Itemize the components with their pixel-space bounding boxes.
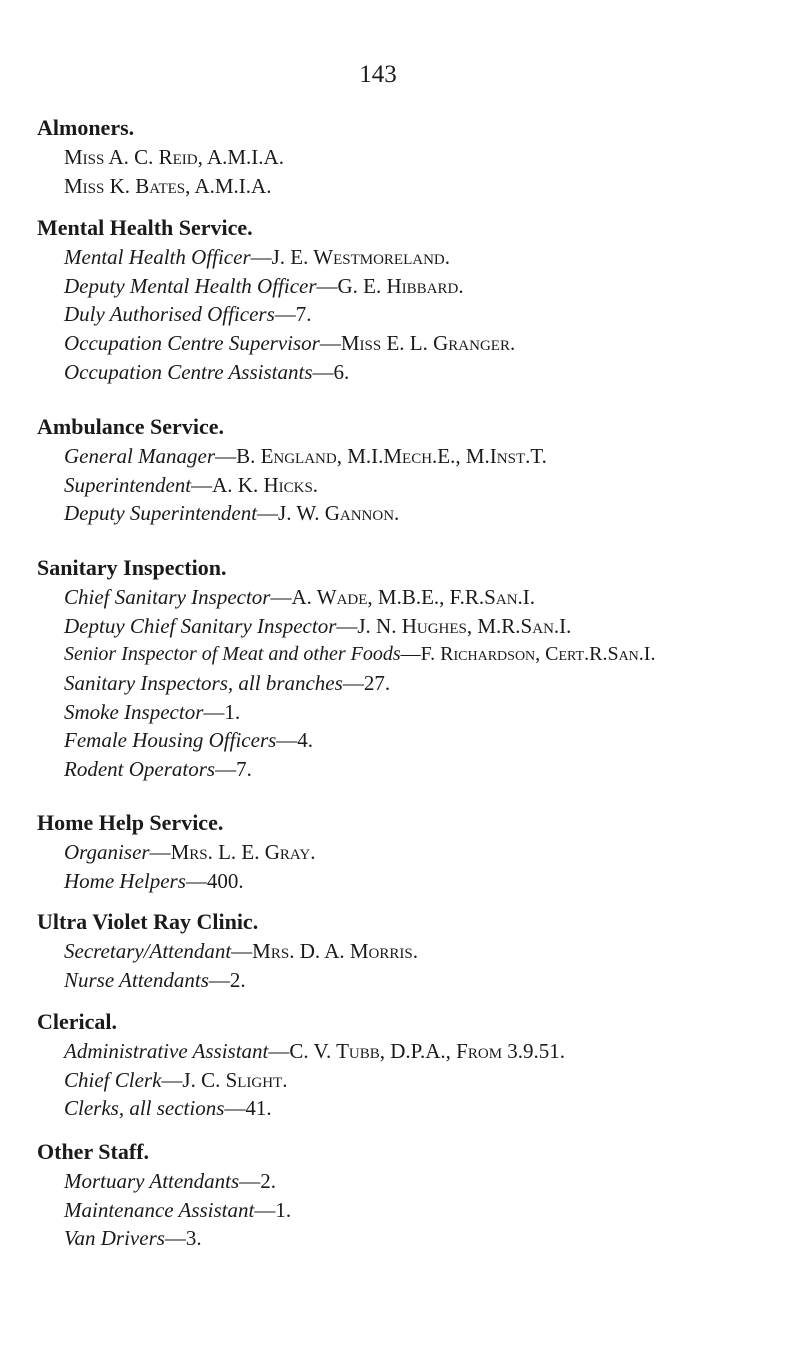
entry-chief-clerk: Chief Clerk—J. C. Slight. <box>64 1067 288 1092</box>
role-label: Occupation Centre Assistants <box>64 359 313 384</box>
entry-deputy-chief-sanitary-inspector: Deptuy Chief Sanitary Inspector—J. N. Hughes, M.R.San.I. <box>64 613 572 638</box>
entry-almoner-2: Miss K. Bates, A.M.I.A. <box>64 173 272 198</box>
section-other-staff <box>37 1137 791 1253</box>
section-almoners <box>37 113 791 200</box>
entry-duly-authorised-officers: Duly Authorised Officers—7. <box>64 302 312 327</box>
role-label: Chief Clerk <box>64 1067 162 1092</box>
section-sanitary-inspection <box>37 553 791 784</box>
role-label: Van Drivers <box>64 1226 165 1251</box>
entry-value: C. V. Tubb, D.P.A., From 3.9.51. <box>289 1039 566 1063</box>
role-label: Deptuy Chief Sanitary Inspector <box>64 613 337 638</box>
section-heading: Almoners. <box>37 115 135 140</box>
section-heading: Clerical. <box>37 1009 118 1034</box>
entry-value: A. Wade, M.B.E., F.R.San.I. <box>291 585 536 609</box>
role-label: Smoke Inspector <box>64 699 204 724</box>
role-label: Female Housing Officers <box>64 728 277 753</box>
entry-value: Miss E. L. Granger. <box>340 331 516 356</box>
entry-maintenance-assistant: Maintenance Assistant—1. <box>64 1197 292 1222</box>
entry-value: 7. <box>295 302 312 327</box>
entry-value: Mrs. L. E. Gray. <box>170 840 316 864</box>
entry-deputy-mental-health-officer: Deputy Mental Health Officer—G. E. Hibbard. <box>64 273 464 298</box>
entry-value: 27. <box>363 671 391 696</box>
section-home-help-service <box>37 808 791 895</box>
entry-value: B. England, M.I.Mech.E., M.Inst.T. <box>236 444 547 468</box>
entry-occupation-centre-assistants: Occupation Centre Assistants—6. <box>64 359 350 384</box>
entry-organiser: Organiser—Mrs. L. E. Gray. <box>64 840 316 864</box>
role-label: Sanitary Inspectors, all branches <box>64 671 343 696</box>
role-label: Chief Sanitary Inspector <box>64 585 271 609</box>
role-label: Mental Health Officer <box>64 245 251 269</box>
role-label: Clerks, all sections <box>64 1096 225 1121</box>
role-label: Secretary/Attendant <box>64 939 232 963</box>
entry-senior-inspector-meat-foods: Senior Inspector of Meat and other Foods—F. Richardson, Cert.R.San.I. <box>64 643 656 666</box>
role-label: Nurse Attendants <box>64 967 209 992</box>
role-label: Rodent Operators <box>64 757 216 782</box>
entry-value: 2. <box>229 967 246 992</box>
entry-sanitary-inspectors: Sanitary Inspectors, all branches—27. <box>64 671 391 696</box>
role-label: Administrative Assistant <box>64 1039 269 1063</box>
role-label: Deputy Mental Health Officer <box>64 273 317 298</box>
section-ultra-violet-ray-clinic <box>37 907 791 994</box>
entry-secretary-attendant: Secretary/Attendant—Mrs. D. A. Morris. <box>64 939 418 963</box>
entry-value: J. W. Gannon. <box>278 501 400 526</box>
entry-clerks: Clerks, all sections—41. <box>64 1096 272 1121</box>
role-label: General Manager <box>64 444 216 468</box>
entry-value: A. K. Hicks. <box>212 472 319 497</box>
entry-value: 2. <box>260 1169 276 1193</box>
page-number: 143 <box>359 61 397 88</box>
entry-superintendent: Superintendent—A. K. Hicks. <box>64 472 319 497</box>
entry-female-housing-officers: Female Housing Officers—4. <box>64 728 314 753</box>
entry-value: J. N. Hughes, M.R.San.I. <box>357 613 572 638</box>
section-heading: Ultra Violet Ray Clinic. <box>37 909 259 934</box>
entry-value: F. Richardson, Cert.R.San.I. <box>420 643 656 666</box>
entry-value: 1. <box>224 699 241 724</box>
entry-chief-sanitary-inspector: Chief Sanitary Inspector—A. Wade, M.B.E., F.R.San.I. <box>64 585 536 609</box>
role-label: Occupation Centre Supervisor <box>64 331 320 356</box>
entry-smoke-inspector: Smoke Inspector—1. <box>64 699 241 724</box>
entry-home-helpers: Home Helpers—400. <box>64 868 244 893</box>
role-label: Maintenance Assistant <box>64 1197 255 1222</box>
section-heading: Mental Health Service. <box>37 215 253 240</box>
entry-mortuary-attendants: Mortuary Attendants—2. <box>64 1169 276 1193</box>
entry-deputy-superintendent: Deputy Superintendent—J. W. Gannon. <box>64 501 400 526</box>
entry-administrative-assistant: Administrative Assistant—C. V. Tubb, D.P.A., From 3.9.51. <box>64 1039 566 1063</box>
entry-value: 400. <box>206 868 244 893</box>
role-label: Duly Authorised Officers <box>64 302 275 327</box>
section-mental-health-service <box>37 213 791 386</box>
section-heading: Other Staff. <box>37 1139 150 1164</box>
section-heading: Home Help Service. <box>37 810 224 835</box>
entry-value: Mrs. D. A. Morris. <box>252 939 418 963</box>
entry-nurse-attendants: Nurse Attendants—2. <box>64 967 246 992</box>
entry-almoner-1: Miss A. C. Reid, A.M.I.A. <box>64 145 284 169</box>
entry-value: J. E. Westmoreland. <box>271 245 450 269</box>
role-label: Senior Inspector of Meat and other Foods <box>64 643 401 666</box>
section-ambulance-service <box>37 412 791 528</box>
entry-general-manager: General Manager—B. England, M.I.Mech.E., M.Inst.T. <box>64 444 547 468</box>
entry-value: J. C. Slight. <box>182 1067 288 1092</box>
section-clerical <box>37 1007 791 1123</box>
section-heading: Sanitary Inspection. <box>37 555 227 580</box>
entry-value: 41. <box>245 1096 272 1121</box>
section-heading: Ambulance Service. <box>37 414 224 439</box>
entry-rodent-operators: Rodent Operators—7. <box>64 757 252 782</box>
entry-value: 4. <box>297 728 314 753</box>
role-label: Superintendent <box>64 472 192 497</box>
role-label: Deputy Superintendent <box>64 501 258 526</box>
entry-value: 3. <box>185 1226 202 1251</box>
entry-occupation-centre-supervisor: Occupation Centre Supervisor—Miss E. L. Granger. <box>64 331 516 356</box>
entry-value: 7. <box>236 757 252 782</box>
entry-value: 6. <box>333 359 350 384</box>
entry-value: 1. <box>275 1197 292 1222</box>
entry-value: G. E. Hibbard. <box>337 273 464 298</box>
entry-van-drivers: Van Drivers—3. <box>64 1226 202 1251</box>
role-label: Mortuary Attendants <box>64 1169 240 1193</box>
entry-mental-health-officer: Mental Health Officer—J. E. Westmoreland. <box>64 245 450 269</box>
role-label: Home Helpers <box>64 868 186 893</box>
role-label: Organiser <box>64 840 150 864</box>
